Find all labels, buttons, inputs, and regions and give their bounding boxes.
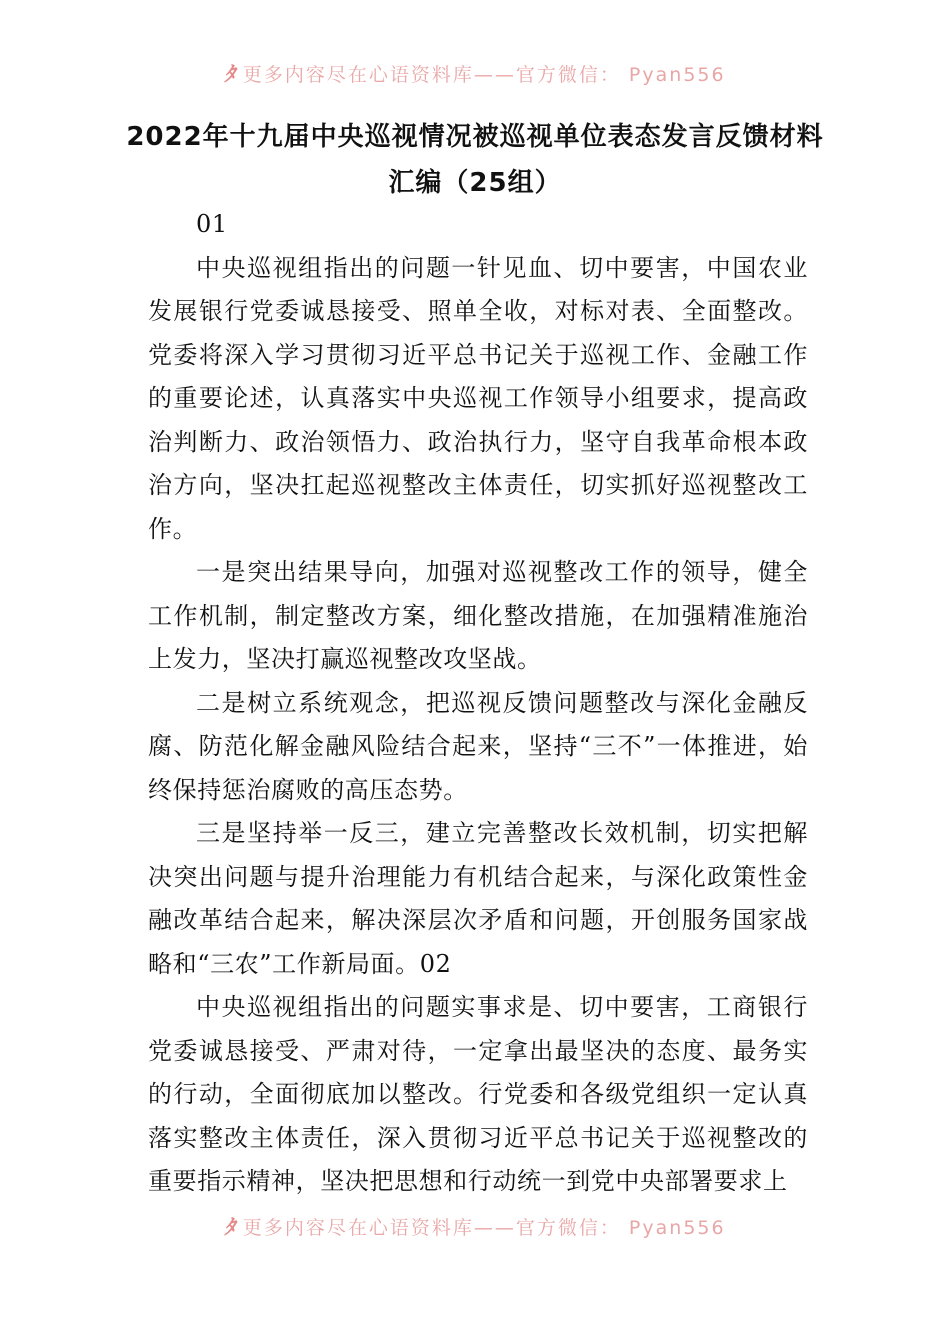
section-number: 01 [196,210,228,238]
paragraph: 中央巡视组指出的问题一针见血、切中要害，中国农业发展银行党委诚恳接受、照单全收，对标对表、全面整改。党委将深入学习贯彻习近平总书记关于巡视工作、金融工作的重要论述，认真落实中央巡视工作领导小组要求，提高政治判断力、政治领悟力、政治执行力，坚守自我革命根本政治方向，坚决扛起巡视整改主体责任，切实抓好巡视整改工作。 [148,253,808,543]
title-line-1: 2022年十九届中央巡视情况被巡视单位表态发言反馈材料 [126,122,824,152]
document-body [148,203,808,1204]
paragraph: 中央巡视组指出的问题实事求是、切中要害，工商银行党委诚恳接受、严肃对待，一定拿出最坚决的态度、最务实的行动，全面彻底加以整改。行党委和各级党组织一定认真落实整改主体责任，深入贯彻习近平总书记关于巡视整改的重要指示精神，坚决把思想和行动统一到党中央部署要求上 [148,993,808,1195]
watermark-text: 更多内容尽在心语资料库——官方微信： Pyan556 [242,64,726,86]
watermark-logo-icon: ﾀ [224,62,237,86]
watermark-logo-icon: ﾀ [224,1215,237,1239]
watermark-top [0,58,950,88]
watermark-text: 更多内容尽在心语资料库——官方微信： Pyan556 [242,1217,726,1239]
watermark-bottom [0,1211,950,1241]
document-title [100,114,850,206]
title-line-2: 汇编（25组） [388,168,562,198]
paragraph: 二是树立系统观念，把巡视反馈问题整改与深化金融反腐、防范化解金融风险结合起来，坚持“三不”一体推进，始终保持惩治腐败的高压态势。 [148,688,808,804]
paragraph: 三是坚持举一反三，建立完善整改长效机制，切实把解决突出问题与提升治理能力有机结合起来，与深化政策性金融改革结合起来，解决深层次矛盾和问题，开创服务国家战略和“三农”工作新局面。02 [148,819,808,978]
paragraph: 一是突出结果导向，加强对巡视整改工作的领导，健全工作机制，制定整改方案，细化整改措施，在加强精准施治上发力，坚决打赢巡视整改攻坚战。 [148,558,808,673]
